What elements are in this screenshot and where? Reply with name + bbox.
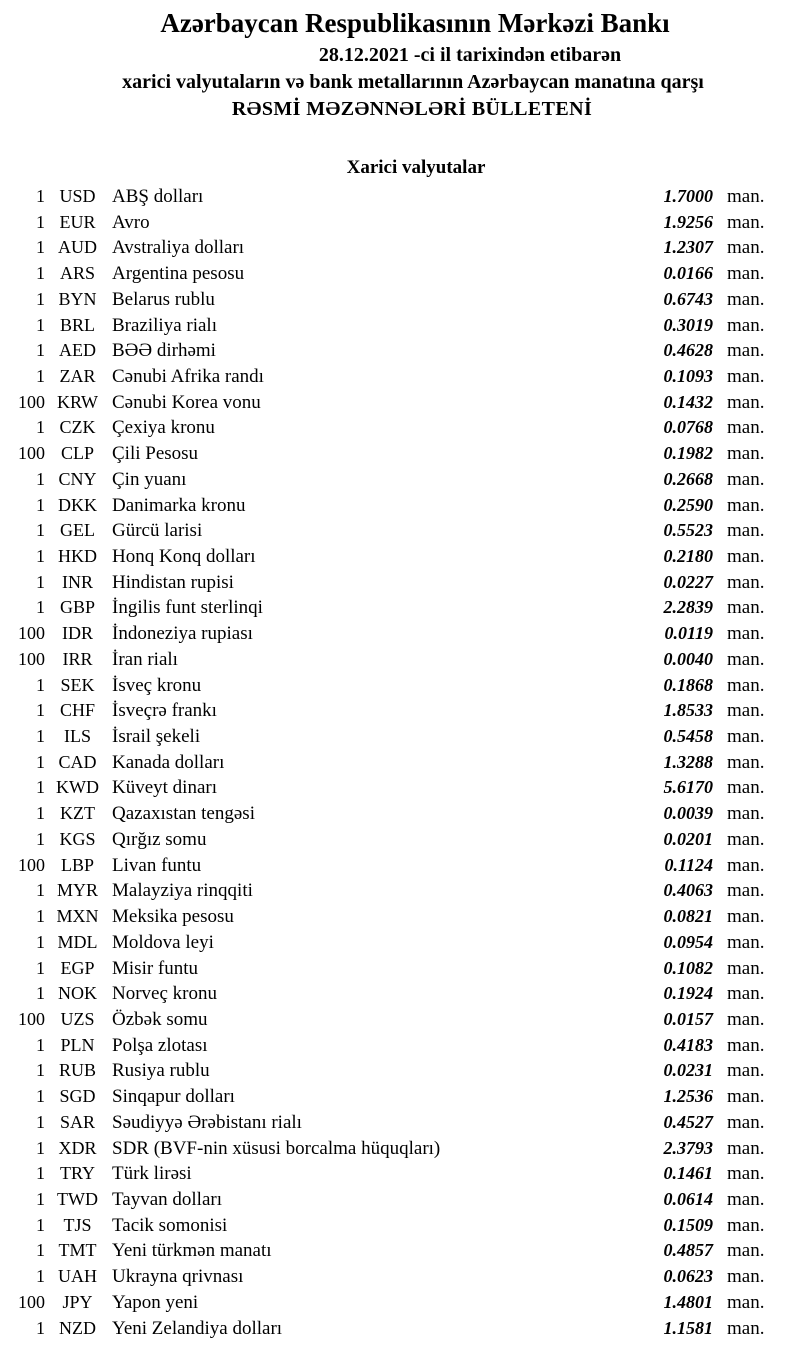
currency-row xyxy=(0,261,800,287)
quantity-cell: 1 xyxy=(36,674,45,695)
unit-label-cell: man. xyxy=(727,597,765,619)
currency-name-cell: Tacik somonisi xyxy=(112,1214,228,1236)
rate-value-cell: 2.3793 xyxy=(663,1137,713,1158)
currency-row xyxy=(0,544,800,570)
currency-code-cell: GBP xyxy=(59,597,95,618)
currency-name-cell: Qazaxıstan tengəsi xyxy=(112,803,255,825)
quantity-cell: 100 xyxy=(18,1291,45,1312)
currency-name-cell: Avstraliya dolları xyxy=(112,237,245,259)
bulletin-subtitle: xarici valyutaların və bank metallarının Azərbaycan manatına qarşı xyxy=(122,71,704,94)
rate-value-cell: 0.0040 xyxy=(663,648,713,669)
bank-title: Azərbaycan Respublikasının Mərkəzi Bankı xyxy=(160,8,670,38)
currency-row xyxy=(0,801,800,827)
currency-code-cell: EGP xyxy=(60,957,95,978)
rate-value-cell: 1.8533 xyxy=(663,700,713,721)
quantity-cell: 1 xyxy=(36,803,45,824)
quantity-cell: 1 xyxy=(36,906,45,927)
currency-name-cell: İsveç kronu xyxy=(112,674,202,696)
currency-code-cell: PLN xyxy=(60,1034,95,1055)
currency-code-cell: XDR xyxy=(58,1137,97,1158)
currency-name-cell: Cənubi Korea vonu xyxy=(112,391,261,413)
currency-row xyxy=(0,518,800,544)
unit-label-cell: man. xyxy=(727,340,765,362)
currency-code-cell: IDR xyxy=(62,623,93,644)
quantity-cell: 100 xyxy=(18,443,45,464)
currency-row xyxy=(0,1033,800,1059)
unit-label-cell: man. xyxy=(727,854,765,876)
currency-code-cell: JPY xyxy=(62,1291,93,1312)
currency-code-cell: TMT xyxy=(58,1240,97,1261)
rate-value-cell: 0.4063 xyxy=(663,880,713,901)
currency-name-cell: Özbək somu xyxy=(112,1008,208,1030)
currency-row xyxy=(0,698,800,724)
currency-code-cell: AUD xyxy=(58,237,97,258)
rate-value-cell: 0.1509 xyxy=(663,1214,713,1235)
unit-label-cell: man. xyxy=(727,237,765,259)
quantity-cell: 1 xyxy=(36,546,45,566)
unit-label-cell: man. xyxy=(727,906,765,928)
quantity-cell: 1 xyxy=(36,1317,45,1338)
currency-code-cell: KGS xyxy=(59,828,96,849)
rate-value-cell: 1.7000 xyxy=(663,185,713,206)
unit-label-cell: man. xyxy=(727,1266,765,1288)
quantity-cell: 1 xyxy=(36,751,45,772)
currency-code-cell: CNY xyxy=(58,468,97,489)
rate-value-cell: 0.0954 xyxy=(663,931,713,952)
currency-name-cell: Çin yuanı xyxy=(112,468,187,490)
quantity-cell: 1 xyxy=(36,1137,45,1158)
quantity-cell: 100 xyxy=(18,648,45,669)
quantity-cell: 1 xyxy=(36,314,45,335)
currency-code-cell: KZT xyxy=(60,803,95,824)
unit-label-cell: man. xyxy=(727,1214,765,1236)
quantity-cell: 100 xyxy=(18,854,45,875)
currency-code-cell: ZAR xyxy=(59,365,96,386)
currency-row xyxy=(0,1290,800,1316)
quantity-cell: 1 xyxy=(36,1240,45,1261)
quantity-cell: 100 xyxy=(18,623,45,644)
rate-value-cell: 0.0157 xyxy=(663,1008,713,1029)
quantity-cell: 1 xyxy=(36,520,45,541)
effective-date-line: 28.12.2021 -ci il tarixindən etibarən xyxy=(318,44,622,67)
rate-value-cell: 0.1868 xyxy=(663,674,713,695)
currency-code-cell: CHF xyxy=(59,700,95,721)
section-title-foreign-currencies: Xarici valyutalar xyxy=(346,157,486,179)
currency-code-cell: UZS xyxy=(60,1008,95,1029)
currency-name-cell: Hindistan rupisi xyxy=(112,571,234,593)
rate-value-cell: 0.0768 xyxy=(663,417,713,438)
unit-label-cell: man. xyxy=(727,1188,765,1210)
quantity-cell: 1 xyxy=(36,777,45,798)
exchange-rates-table xyxy=(0,184,800,1341)
rate-value-cell: 0.1082 xyxy=(663,957,713,978)
currency-code-cell: LBP xyxy=(60,854,94,875)
unit-label-cell: man. xyxy=(727,828,765,850)
currency-row xyxy=(0,750,800,776)
currency-name-cell: BƏƏ dirhəmi xyxy=(112,340,216,362)
currency-row xyxy=(0,493,800,519)
currency-row xyxy=(0,441,800,467)
quantity-cell: 1 xyxy=(36,494,45,515)
quantity-cell: 1 xyxy=(36,1111,45,1132)
unit-label-cell: man. xyxy=(727,648,765,670)
quantity-cell: 1 xyxy=(36,571,45,592)
rate-value-cell: 1.9256 xyxy=(663,211,713,232)
rate-value-cell: 0.2590 xyxy=(663,494,713,515)
quantity-cell: 1 xyxy=(36,880,45,901)
unit-label-cell: man. xyxy=(727,1111,765,1133)
unit-label-cell: man. xyxy=(727,700,765,722)
currency-name-cell: İsrail şekeli xyxy=(112,726,201,748)
currency-name-cell: Belarus rublu xyxy=(112,288,215,310)
quantity-cell: 1 xyxy=(36,288,45,309)
currency-code-cell: TRY xyxy=(59,1163,95,1184)
currency-code-cell: BYN xyxy=(58,288,97,309)
quantity-cell: 1 xyxy=(36,1060,45,1081)
quantity-cell: 1 xyxy=(36,1086,45,1107)
currency-name-cell: İngilis funt sterlinqi xyxy=(112,597,263,619)
currency-code-cell: TWD xyxy=(57,1188,98,1209)
currency-code-cell: AED xyxy=(59,340,96,361)
rate-value-cell: 5.6170 xyxy=(663,777,713,798)
currency-name-cell: Yeni Zelandiya dolları xyxy=(112,1317,283,1339)
rate-value-cell: 0.4527 xyxy=(663,1111,713,1132)
currency-code-cell: HKD xyxy=(58,546,97,566)
currency-row xyxy=(0,1058,800,1084)
rate-value-cell: 0.4183 xyxy=(663,1034,713,1055)
currency-row xyxy=(0,313,800,339)
currency-name-cell: Tayvan dolları xyxy=(112,1188,222,1210)
bulletin-title: RƏSMİ MƏZƏNNƏLƏRİ BÜLLETENİ xyxy=(231,98,593,121)
quantity-cell: 100 xyxy=(18,1008,45,1029)
currency-row xyxy=(0,621,800,647)
currency-row xyxy=(0,1187,800,1213)
unit-label-cell: man. xyxy=(727,546,765,567)
currency-code-cell: CLP xyxy=(60,443,94,464)
currency-code-cell: BRL xyxy=(59,314,95,335)
currency-name-cell: Avro xyxy=(112,211,150,233)
rate-value-cell: 0.3019 xyxy=(663,314,713,335)
quantity-cell: 1 xyxy=(36,185,45,206)
currency-name-cell: İndoneziya rupiası xyxy=(112,623,253,645)
quantity-cell: 1 xyxy=(36,931,45,952)
currency-code-cell: USD xyxy=(59,185,96,206)
currency-row xyxy=(0,981,800,1007)
currency-code-cell: SEK xyxy=(60,674,95,695)
currency-name-cell: Yapon yeni xyxy=(112,1291,199,1313)
rate-value-cell: 0.4857 xyxy=(663,1240,713,1261)
rate-value-cell: 1.4801 xyxy=(663,1291,713,1312)
currency-name-cell: İsveçrə frankı xyxy=(112,700,217,722)
quantity-cell: 1 xyxy=(36,726,45,747)
unit-label-cell: man. xyxy=(727,1317,765,1339)
quantity-cell: 1 xyxy=(36,983,45,1004)
currency-row xyxy=(0,235,800,261)
currency-name-cell: Norveç kronu xyxy=(112,983,217,1005)
currency-name-cell: Türk lirəsi xyxy=(112,1163,192,1185)
currency-code-cell: CZK xyxy=(59,417,96,438)
rate-value-cell: 0.1924 xyxy=(663,983,713,1004)
currency-row xyxy=(0,878,800,904)
currency-row xyxy=(0,287,800,313)
quantity-cell: 1 xyxy=(36,237,45,258)
rate-value-cell: 0.0227 xyxy=(663,571,713,592)
rate-value-cell: 1.2307 xyxy=(663,237,713,258)
currency-code-cell: DKK xyxy=(58,494,97,515)
rate-value-cell: 0.2668 xyxy=(663,468,713,489)
unit-label-cell: man. xyxy=(727,314,765,336)
currency-row xyxy=(0,1007,800,1033)
currency-name-cell: İran rialı xyxy=(112,648,178,670)
currency-code-cell: GEL xyxy=(60,520,95,541)
rate-value-cell: 0.5458 xyxy=(663,726,713,747)
quantity-cell: 100 xyxy=(18,391,45,412)
rate-value-cell: 0.1461 xyxy=(663,1163,713,1184)
unit-label-cell: man. xyxy=(727,751,765,773)
unit-label-cell: man. xyxy=(727,880,765,902)
currency-name-cell: Argentina pesosu xyxy=(112,263,245,285)
currency-row xyxy=(0,595,800,621)
currency-code-cell: NZD xyxy=(59,1317,96,1338)
rate-value-cell: 1.3288 xyxy=(663,751,713,772)
currency-code-cell: TJS xyxy=(63,1214,92,1235)
currency-row xyxy=(0,184,800,210)
unit-label-cell: man. xyxy=(727,520,765,542)
unit-label-cell: man. xyxy=(727,443,765,465)
currency-code-cell: ARS xyxy=(59,263,95,284)
unit-label-cell: man. xyxy=(727,623,765,645)
currency-row xyxy=(0,1136,800,1162)
unit-label-cell: man. xyxy=(727,365,765,387)
currency-name-cell: Honq Konq dolları xyxy=(112,546,256,567)
quantity-cell: 1 xyxy=(36,1034,45,1055)
currency-row xyxy=(0,1316,800,1342)
currency-name-cell: Polşa zlotası xyxy=(112,1034,208,1056)
currency-code-cell: IRR xyxy=(62,648,93,669)
quantity-cell: 1 xyxy=(36,263,45,284)
currency-name-cell: Yeni türkmən manatı xyxy=(112,1240,272,1262)
currency-row xyxy=(0,415,800,441)
currency-name-cell: Moldova leyi xyxy=(112,931,214,953)
unit-label-cell: man. xyxy=(727,1291,765,1313)
document-header xyxy=(0,0,800,121)
currency-row xyxy=(0,1110,800,1136)
currency-name-cell: Çili Pesosu xyxy=(112,443,199,465)
rate-value-cell: 0.0821 xyxy=(663,906,713,927)
rate-value-cell: 0.0231 xyxy=(663,1060,713,1081)
currency-name-cell: Rusiya rublu xyxy=(112,1060,210,1082)
unit-label-cell: man. xyxy=(727,185,765,207)
currency-name-cell: Kanada dolları xyxy=(112,751,225,773)
currency-row xyxy=(0,827,800,853)
currency-row xyxy=(0,467,800,493)
currency-name-cell: SDR (BVF-nin xüsusi borcalma hüquqları) xyxy=(112,1137,441,1159)
quantity-cell: 1 xyxy=(36,1188,45,1209)
quantity-cell: 1 xyxy=(36,340,45,361)
currency-name-cell: Cənubi Afrika randı xyxy=(112,365,264,387)
unit-label-cell: man. xyxy=(727,391,765,413)
currency-name-cell: Misir funtu xyxy=(112,957,199,979)
currency-name-cell: Livan funtu xyxy=(112,854,202,876)
unit-label-cell: man. xyxy=(727,263,765,285)
rate-value-cell: 0.1432 xyxy=(663,391,713,412)
currency-row xyxy=(0,210,800,236)
rate-value-cell: 0.1093 xyxy=(663,365,713,386)
unit-label-cell: man. xyxy=(727,1240,765,1262)
currency-name-cell: Səudiyyə Ərəbistanı rialı xyxy=(112,1111,302,1133)
currency-row xyxy=(0,390,800,416)
currency-name-cell: Malayziya rinqqiti xyxy=(112,880,253,902)
currency-code-cell: NOK xyxy=(58,983,97,1004)
currency-name-cell: Qırğız somu xyxy=(112,828,207,850)
rate-value-cell: 2.2839 xyxy=(663,597,713,618)
currency-code-cell: MDL xyxy=(57,931,98,952)
currency-code-cell: MXN xyxy=(56,906,99,927)
currency-row xyxy=(0,338,800,364)
unit-label-cell: man. xyxy=(727,803,765,825)
currency-row xyxy=(0,1264,800,1290)
currency-name-cell: Danimarka kronu xyxy=(112,494,246,516)
quantity-cell: 1 xyxy=(36,1163,45,1184)
currency-row xyxy=(0,647,800,673)
currency-name-cell: Küveyt dinarı xyxy=(112,777,218,799)
currency-code-cell: ILS xyxy=(64,726,91,747)
rate-value-cell: 0.0623 xyxy=(663,1266,713,1287)
currency-row xyxy=(0,775,800,801)
currency-name-cell: Braziliya rialı xyxy=(112,314,217,336)
unit-label-cell: man. xyxy=(727,777,765,799)
quantity-cell: 1 xyxy=(36,1214,45,1235)
currency-code-cell: EUR xyxy=(59,211,96,232)
currency-name-cell: Çexiya kronu xyxy=(112,417,215,439)
currency-code-cell: INR xyxy=(62,571,93,592)
currency-row xyxy=(0,1084,800,1110)
currency-code-cell: UAH xyxy=(58,1266,97,1287)
currency-row xyxy=(0,724,800,750)
rate-value-cell: 0.0039 xyxy=(663,803,713,824)
quantity-cell: 1 xyxy=(36,597,45,618)
rate-value-cell: 0.0166 xyxy=(663,263,713,284)
unit-label-cell: man. xyxy=(727,494,765,516)
unit-label-cell: man. xyxy=(727,211,765,233)
quantity-cell: 1 xyxy=(36,211,45,232)
rate-value-cell: 0.4628 xyxy=(663,340,713,361)
currency-row xyxy=(0,904,800,930)
unit-label-cell: man. xyxy=(727,726,765,748)
currency-row xyxy=(0,1238,800,1264)
currency-name-cell: ABŞ dolları xyxy=(112,185,204,207)
unit-label-cell: man. xyxy=(727,983,765,1005)
unit-label-cell: man. xyxy=(727,417,765,439)
rate-value-cell: 0.6743 xyxy=(663,288,713,309)
currency-code-cell: RUB xyxy=(58,1060,96,1081)
rate-value-cell: 0.1982 xyxy=(663,443,713,464)
unit-label-cell: man. xyxy=(727,1060,765,1082)
unit-label-cell: man. xyxy=(727,571,765,593)
unit-label-cell: man. xyxy=(727,288,765,310)
unit-label-cell: man. xyxy=(727,1086,765,1108)
unit-label-cell: man. xyxy=(727,1034,765,1056)
unit-label-cell: man. xyxy=(727,468,765,490)
currency-code-cell: SGD xyxy=(59,1086,96,1107)
currency-code-cell: MYR xyxy=(56,880,98,901)
currency-row xyxy=(0,1161,800,1187)
unit-label-cell: man. xyxy=(727,1137,765,1159)
currency-name-cell: Sinqapur dolları xyxy=(112,1086,235,1108)
currency-row xyxy=(0,956,800,982)
currency-code-cell: SAR xyxy=(59,1111,95,1132)
quantity-cell: 1 xyxy=(36,1266,45,1287)
currency-code-cell: KWD xyxy=(56,777,99,798)
unit-label-cell: man. xyxy=(727,931,765,953)
rate-value-cell: 1.2536 xyxy=(663,1086,713,1107)
rate-value-cell: 0.2180 xyxy=(663,546,713,566)
quantity-cell: 1 xyxy=(36,417,45,438)
rate-value-cell: 0.0201 xyxy=(663,828,713,849)
rate-value-cell: 0.0119 xyxy=(664,623,713,644)
currency-row xyxy=(0,1213,800,1239)
rate-value-cell: 0.1124 xyxy=(664,854,713,875)
rate-value-cell: 0.0614 xyxy=(663,1188,713,1209)
unit-label-cell: man. xyxy=(727,1008,765,1030)
unit-label-cell: man. xyxy=(727,957,765,979)
rate-value-cell: 1.1581 xyxy=(663,1317,713,1338)
currency-name-cell: Ukrayna qrivnası xyxy=(112,1266,244,1288)
currency-code-cell: KRW xyxy=(56,391,98,412)
currency-code-cell: CAD xyxy=(58,751,97,772)
quantity-cell: 1 xyxy=(36,700,45,721)
currency-row xyxy=(0,364,800,390)
currency-name-cell: Gürcü larisi xyxy=(112,520,203,542)
currency-row xyxy=(0,930,800,956)
quantity-cell: 1 xyxy=(36,468,45,489)
currency-name-cell: Meksika pesosu xyxy=(112,906,234,928)
currency-row xyxy=(0,673,800,699)
rate-value-cell: 0.5523 xyxy=(663,520,713,541)
unit-label-cell: man. xyxy=(727,1163,765,1185)
quantity-cell: 1 xyxy=(36,957,45,978)
currency-row xyxy=(0,853,800,879)
currency-row xyxy=(0,570,800,596)
unit-label-cell: man. xyxy=(727,674,765,696)
quantity-cell: 1 xyxy=(36,828,45,849)
quantity-cell: 1 xyxy=(36,365,45,386)
